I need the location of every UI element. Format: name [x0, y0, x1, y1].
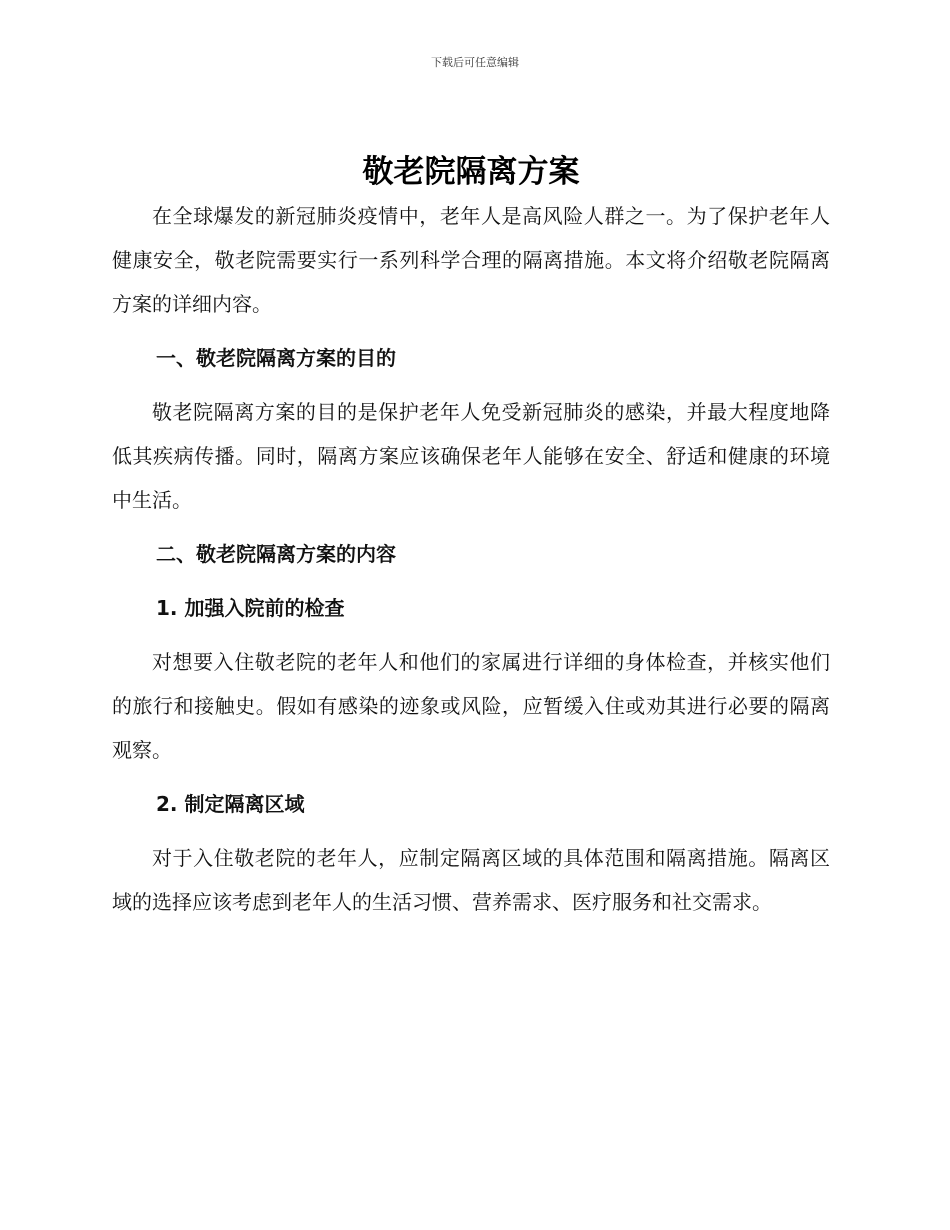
intro-paragraph: 在全球爆发的新冠肺炎疫情中，老年人是高风险人群之一。为了保护老年人健康安全，敬老院需要实行一系列科学合理的隔离措施。本文将介绍敬老院隔离方案的详细内容。: [112, 204, 830, 316]
section-1-heading: 一、敬老院隔离方案的目的: [156, 346, 396, 370]
item-1-heading: 1. 加强入院前的检查: [156, 596, 345, 620]
section-1-paragraph: 敬老院隔离方案的目的是保护老年人免受新冠肺炎的感染，并最大程度地降低其疾病传播。同时，隔离方案应该确保老年人能够在安全、舒适和健康的环境中生活。: [112, 400, 830, 512]
page-header: 下载后可任意编辑: [431, 56, 519, 69]
section-2-heading: 二、敬老院隔离方案的内容: [156, 542, 396, 566]
item-1-paragraph: 对想要入住敬老院的老年人和他们的家属进行详细的身体检查，并核实他们的旅行和接触史。假如有感染的迹象或风险，应暂缓入住或劝其进行必要的隔离观察。: [112, 650, 830, 762]
document-title: 敬老院隔离方案: [362, 154, 580, 190]
item-2-paragraph: 对于入住敬老院的老年人，应制定隔离区域的具体范围和隔离措施。隔离区域的选择应该考虑到老年人的生活习惯、营养需求、医疗服务和社交需求。: [112, 846, 830, 914]
document-body: [112, 150, 830, 924]
item-2-heading: 2. 制定隔离区域: [156, 792, 305, 816]
